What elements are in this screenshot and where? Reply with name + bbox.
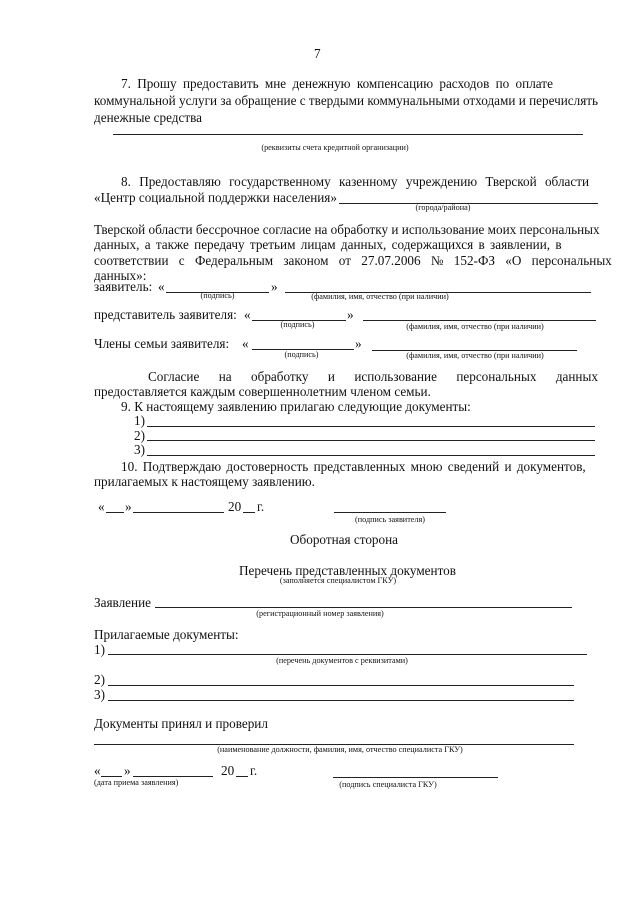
p7-line2: коммунальной услуги за обращение с твердыми коммунальными отходами и перечислять xyxy=(94,93,599,108)
reverse-date-year-suffix: г. xyxy=(250,763,258,778)
attached-item-2: 2) xyxy=(94,672,105,687)
consent2-word: обработку xyxy=(251,369,309,384)
p9-item-3: 3) xyxy=(134,442,145,457)
application-label: Заявление xyxy=(94,595,151,610)
p9-line: 9. К настоящему заявлению прилагаю следующие документы: xyxy=(121,399,471,414)
p9-item-1: 1) xyxy=(134,413,145,428)
family-label: Члены семьи заявителя: xyxy=(94,336,230,351)
applicant-name-caption: (фамилия, имя, отчество (при наличии) xyxy=(311,292,449,301)
p9-item-2-line xyxy=(147,440,595,441)
date-day-line xyxy=(106,512,124,513)
accepted-specialist-caption: (наименование должности, фамилия, имя, отчество специалиста ГКУ) xyxy=(217,745,463,754)
applicant-signature-caption: (подпись заявителя) xyxy=(355,515,425,524)
reverse-date-year-line xyxy=(236,776,248,777)
reverse-date-month-line xyxy=(133,776,213,777)
representative-label: представитель заявителя: xyxy=(94,307,237,322)
p9-item-2: 2) xyxy=(134,428,145,443)
applicant-signature-line xyxy=(334,512,446,513)
family-name-caption: (фамилия, имя, отчество (при наличии) xyxy=(406,351,544,360)
consent2-line1 xyxy=(148,369,598,385)
representative-close-quote: » xyxy=(347,307,354,322)
date-open-quote: « xyxy=(98,499,105,514)
reverse-heading: Оборотная сторона xyxy=(290,532,399,547)
consent2-line2: предоставляется каждым совершеннолетним членом семьи. xyxy=(94,384,431,399)
attached-item-1-line xyxy=(108,654,587,655)
consent2-word: и xyxy=(327,369,335,384)
date-month-line xyxy=(133,512,224,513)
p10-line2: прилагаемых к настоящему заявлению. xyxy=(94,474,315,489)
family-close-quote: » xyxy=(355,336,362,351)
attached-item-1: 1) xyxy=(94,642,105,657)
p7-line1: 7. Прошу предоставить мне денежную компенсацию расходов по оплате xyxy=(121,76,553,91)
family-open-quote: « xyxy=(242,336,249,351)
p8-line1: 8. Предоставляю государственному казенному учреждению Тверской области xyxy=(121,174,590,189)
consent2-word: на xyxy=(218,369,232,384)
page-number: 7 xyxy=(314,46,321,61)
list-title: Перечень представленных документов xyxy=(239,563,456,578)
representative-open-quote: « xyxy=(244,307,251,322)
applicant-close-quote: » xyxy=(271,279,278,294)
attached-label: Прилагаемые документы: xyxy=(94,627,239,642)
applicant-sign-caption: (подпись) xyxy=(200,291,235,300)
consent2-word: Согласие xyxy=(148,369,200,384)
p9-item-1-line xyxy=(147,426,595,427)
representative-name-caption: (фамилия, имя, отчество (при наличии) xyxy=(406,322,544,331)
consent2-word: персональных xyxy=(456,369,537,384)
consent-line1: Тверской области бессрочное согласие на обработку и использование моих персональных xyxy=(94,222,600,237)
reverse-date-open-quote: « xyxy=(94,763,101,778)
consent-line2: данных, а также передачу третьим лицам данных, содержащихся в заявлении, в xyxy=(94,237,562,252)
consent2-word: данных xyxy=(555,369,598,384)
city-district-caption: (города/района) xyxy=(415,203,471,212)
bank-details-caption: (реквизиты счета кредитной организации) xyxy=(261,143,409,152)
attached-item-3: 3) xyxy=(94,687,105,702)
accepted-label: Документы принял и проверил xyxy=(94,716,268,731)
attached-item-2-line xyxy=(108,685,574,686)
date-close-quote: » xyxy=(125,499,132,514)
date-year-suffix: г. xyxy=(257,499,265,514)
applicant-open-quote: « xyxy=(158,279,165,294)
application-number-caption: (регистрационный номер заявления) xyxy=(256,609,384,618)
application-number-line xyxy=(155,607,572,608)
specialist-signature-caption: (подпись специалиста ГКУ) xyxy=(339,780,437,789)
reverse-date-caption: (дата приема заявления) xyxy=(94,778,179,787)
consent2-word: использование xyxy=(354,369,437,384)
date-year-prefix: 20 xyxy=(228,499,242,514)
family-sign-caption: (подпись) xyxy=(284,350,319,359)
list-subtitle: (заполняется специалистом ГКУ) xyxy=(279,576,397,585)
reverse-date-close-quote: » xyxy=(124,763,131,778)
attached-item-3-line xyxy=(108,700,574,701)
specialist-signature-line xyxy=(333,777,498,778)
consent-line3: соответствии с Федеральным законом от 27.07.2006 № 152-ФЗ «О персональных xyxy=(94,253,612,268)
p10-line1: 10. Подтверждаю достоверность представленных мною сведений и документов, xyxy=(121,459,586,474)
representative-sign-caption: (подпись) xyxy=(280,320,315,329)
p7-line3: денежные средства xyxy=(94,110,203,125)
representative-name-line xyxy=(363,320,596,321)
attached-items-caption: (перечень документов с реквизитами) xyxy=(276,656,408,665)
bank-details-line xyxy=(113,134,583,135)
p9-item-3-line xyxy=(147,455,595,456)
applicant-label: заявитель: xyxy=(94,279,153,294)
reverse-date-day-line xyxy=(101,776,122,777)
consent-line4: данных»: xyxy=(94,268,147,283)
p8-line2: «Центр социальной поддержки населения» xyxy=(94,190,337,205)
reverse-date-year-prefix: 20 xyxy=(221,763,235,778)
date-year-line xyxy=(243,512,255,513)
